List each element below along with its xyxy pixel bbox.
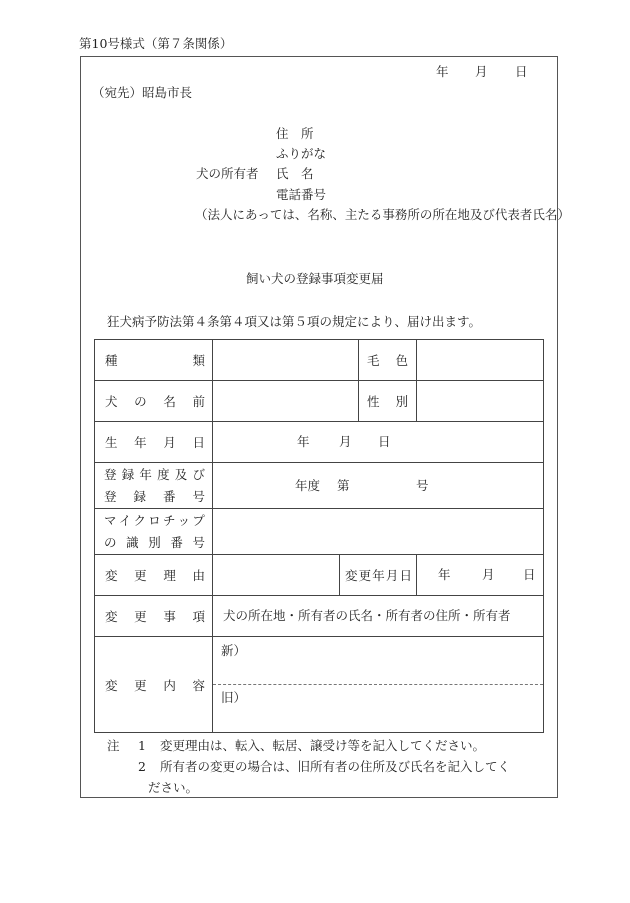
row-birth bbox=[95, 422, 544, 463]
dog-name-label: 犬 の 名 前 bbox=[105, 394, 205, 409]
sex-value-cell[interactable] bbox=[417, 381, 544, 422]
registration-value-cell[interactable] bbox=[213, 463, 544, 509]
registration-change-table bbox=[94, 339, 544, 733]
microchip-label-cell bbox=[95, 509, 213, 555]
owner-name-label: 氏 名 bbox=[276, 166, 314, 181]
note-1-text: 変更理由は、転入、転居、譲受け等を記入してください。 bbox=[160, 738, 486, 753]
kind-label-cell bbox=[95, 340, 213, 381]
coat-color-value-cell[interactable] bbox=[417, 340, 544, 381]
change-day-label: 日 bbox=[523, 567, 536, 582]
change-month-label: 月 bbox=[482, 567, 495, 582]
new-content-label: 新） bbox=[221, 643, 247, 658]
change-content-label-cell bbox=[95, 637, 213, 733]
registration-label-line2: 登 録 番 号 bbox=[104, 488, 205, 504]
owner-furigana-label: ふりがな bbox=[276, 146, 327, 161]
sex-label-cell bbox=[359, 381, 417, 422]
date-month-label: 月 bbox=[475, 64, 488, 79]
coat-color-label: 毛 色 bbox=[367, 353, 408, 368]
form-number: 第10号様式（第７条関係） bbox=[79, 36, 233, 51]
notes-heading: 注 bbox=[107, 738, 120, 753]
microchip-label-line1: マ イ ク ロ チ ッ プ bbox=[104, 512, 205, 528]
addressee: （宛先）昭島市長 bbox=[92, 85, 193, 100]
owner-address-label: 住 所 bbox=[276, 126, 314, 141]
change-items-label-cell bbox=[95, 596, 213, 637]
reason-label-cell bbox=[95, 555, 213, 596]
intro-text: 狂犬病予防法第４条第４項又は第５項の規定により、届け出ます。 bbox=[107, 314, 482, 329]
content-divider bbox=[213, 684, 543, 685]
note-2-text-line1: 所有者の変更の場合は、旧所有者の住所及び氏名を記入してく bbox=[160, 759, 511, 774]
microchip-value-cell[interactable] bbox=[213, 509, 544, 555]
dog-name-label-cell bbox=[95, 381, 213, 422]
change-content-value-cell[interactable] bbox=[213, 637, 544, 733]
sex-label: 性 別 bbox=[367, 394, 408, 409]
note-1-number: 1 bbox=[138, 738, 146, 753]
coat-color-label-cell bbox=[359, 340, 417, 381]
owner-role-label: 犬の所有者 bbox=[196, 166, 259, 181]
change-items-options: 犬の所在地・所有者の氏名・所有者の住所・所有者 bbox=[223, 608, 511, 623]
birth-year-label: 年 bbox=[297, 434, 310, 449]
change-items-label: 変 更 事 項 bbox=[105, 609, 205, 624]
birth-day-label: 日 bbox=[378, 434, 391, 449]
registration-number-suffix: 号 bbox=[416, 478, 429, 493]
change-date-label: 変 更 年 月 日 bbox=[345, 568, 412, 583]
row-change-items bbox=[95, 596, 544, 637]
date-day-label: 日 bbox=[515, 64, 528, 79]
kind-value-cell[interactable] bbox=[213, 340, 359, 381]
row-dog-name bbox=[95, 381, 544, 422]
row-kind bbox=[95, 340, 544, 381]
row-reason bbox=[95, 555, 544, 596]
kind-label: 種 類 bbox=[105, 353, 205, 368]
change-date-value-cell[interactable] bbox=[417, 555, 544, 596]
row-registration bbox=[95, 463, 544, 509]
registration-label-cell bbox=[95, 463, 213, 509]
owner-phone-label: 電話番号 bbox=[276, 187, 327, 202]
registration-label-line1: 登 録 年 度 及 び bbox=[104, 466, 205, 482]
change-date-label-cell bbox=[340, 555, 417, 596]
birth-label: 生 年 月 日 bbox=[105, 435, 205, 450]
date-year-label: 年 bbox=[436, 64, 449, 79]
form-title: 飼い犬の登録事項変更届 bbox=[246, 271, 384, 286]
corporate-note: （法人にあっては、名称、主たる事務所の所在地及び代表者氏名） bbox=[195, 207, 570, 222]
note-2-text-line2: ださい。 bbox=[148, 780, 199, 795]
reason-value-cell[interactable] bbox=[213, 555, 340, 596]
birth-label-cell bbox=[95, 422, 213, 463]
change-year-label: 年 bbox=[438, 567, 451, 582]
registration-number-prefix: 第 bbox=[337, 478, 350, 493]
registration-fiscal-year-label: 年度 bbox=[295, 478, 321, 493]
old-content-label: 旧） bbox=[221, 690, 247, 705]
dog-name-value-cell[interactable] bbox=[213, 381, 359, 422]
reason-label: 変 更 理 由 bbox=[105, 568, 205, 583]
change-items-value-cell[interactable] bbox=[213, 596, 544, 637]
microchip-label-line2: の 識 別 番 号 bbox=[104, 534, 205, 550]
change-content-label: 変 更 内 容 bbox=[105, 677, 205, 693]
birth-month-label: 月 bbox=[339, 434, 352, 449]
birth-value-cell[interactable] bbox=[213, 422, 544, 463]
note-2-number: 2 bbox=[138, 759, 146, 774]
row-microchip bbox=[95, 509, 544, 555]
row-change-content bbox=[95, 637, 544, 733]
